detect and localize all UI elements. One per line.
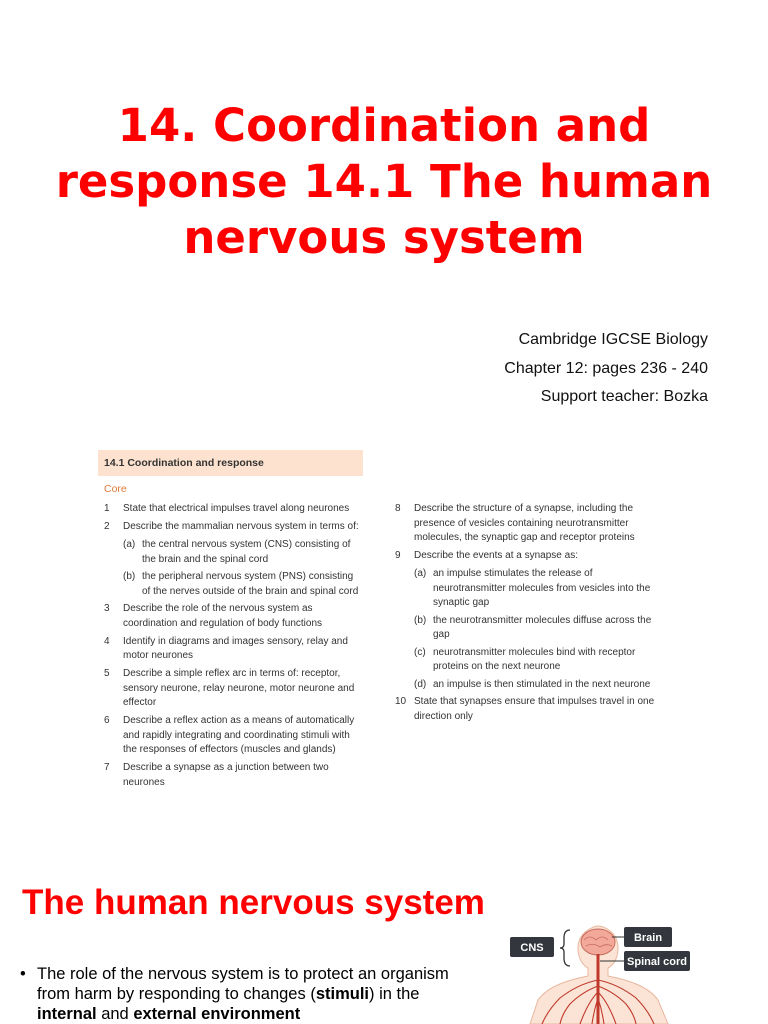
syllabus-item-text: Describe the mammalian nervous system in terms of: [123, 521, 359, 532]
syllabus-subitem-text: the peripheral nervous system (PNS) consisting of the nerves outside of the brain and spinal cord [142, 571, 359, 597]
syllabus-subitem-text: an impulse stimulates the release of neurotransmitter molecules from vesicles into the synaptic gap [433, 568, 651, 608]
syllabus-subitem [414, 678, 665, 693]
syllabus-subitem-label: (b) [123, 571, 136, 582]
syllabus-item-number: 8 [395, 503, 401, 514]
cns-bracket [560, 930, 570, 966]
syllabus-subitem [414, 646, 665, 675]
spinal-cord-label: Spinal cord [627, 956, 687, 968]
course-name: Cambridge IGCSE Biology [518, 331, 708, 348]
syllabus-subitem-text: the central nervous system (CNS) consisting of the brain and the spinal cord [142, 539, 351, 565]
syllabus-item-text: Describe the role of the nervous system as coordination and regulation of body functions [123, 603, 323, 629]
brain-shape [581, 929, 615, 955]
syllabus-item [104, 502, 359, 517]
syllabus-item-number: 2 [104, 521, 110, 532]
syllabus-item-text: Describe the events at a synapse as: [414, 550, 578, 561]
syllabus-item [104, 761, 359, 790]
syllabus-item-number: 1 [104, 503, 110, 514]
bullet-item [20, 964, 480, 1024]
syllabus-item-number: 7 [104, 762, 110, 773]
syllabus-subitem [123, 570, 359, 599]
cns-label: CNS [520, 942, 544, 954]
syllabus-subitem-text: the neurotransmitter molecules diffuse across the gap [433, 614, 652, 640]
syllabus-item-number: 6 [104, 715, 110, 726]
syllabus-item [104, 667, 359, 711]
support-teacher: Support teacher: Bozka [540, 388, 708, 405]
syllabus-item-number: 10 [395, 696, 407, 707]
syllabus-item [395, 549, 665, 564]
syllabus-subitem-text: neurotransmitter molecules bind with receptor proteins on the next neurone [433, 646, 636, 672]
syllabus-item [395, 695, 665, 724]
syllabus-column-left [104, 502, 359, 794]
bullet-text-part: ) in the [369, 985, 420, 1003]
syllabus-subitem-label: (d) [414, 678, 427, 690]
syllabus-heading: 14.1 Coordination and response [98, 450, 363, 476]
syllabus-item-text: State that electrical impulses travel along neurones [123, 503, 350, 514]
bullet-bold-internal: internal [37, 1005, 97, 1023]
syllabus-item [395, 502, 665, 546]
bullet-text [37, 964, 480, 1024]
syllabus-subitem-text: an impulse is then stimulated in the next neurone [433, 678, 651, 690]
syllabus-subitem [123, 538, 359, 567]
section-title: The human nervous system [22, 883, 485, 922]
bullet-text-part: The role of the nervous system is to protect an organism from harm by responding to changes ( [37, 965, 449, 1003]
syllabus-subitem [414, 614, 665, 643]
syllabus-item-number: 5 [104, 668, 110, 679]
bullet-bold-external: external environment [133, 1005, 301, 1023]
slide-meta [504, 326, 708, 412]
syllabus-item [104, 714, 359, 758]
syllabus-item-text: Identify in diagrams and images sensory, relay and motor neurones [123, 635, 348, 661]
syllabus-image [98, 450, 668, 860]
nervous-system-figure [508, 922, 708, 1024]
bullet-icon: • [20, 965, 26, 983]
syllabus-subitem [414, 567, 665, 611]
syllabus-item-number: 3 [104, 603, 110, 614]
syllabus-section: Core [104, 483, 127, 495]
syllabus-column-right [395, 502, 665, 728]
syllabus-item-text: Describe a synapse as a junction between two neurones [123, 762, 329, 788]
syllabus-item-text: State that synapses ensure that impulses travel in one direction only [414, 696, 655, 722]
syllabus-item-text: Describe a simple reflex arc in terms of: receptor, sensory neurone, relay neurone, motor neurone and effector [123, 668, 355, 708]
slide-title: 14. Coordination and response 14.1 The human nervous system [55, 99, 713, 264]
syllabus-item-number: 4 [104, 635, 110, 647]
syllabus-item [104, 520, 359, 535]
brain-label: Brain [633, 932, 663, 944]
syllabus-subitem-label: (a) [123, 539, 136, 550]
syllabus-item [104, 635, 359, 664]
bullet-text-part: and [96, 1005, 134, 1023]
syllabus-subitem-label: (b) [414, 614, 427, 626]
chapter-pages: Chapter 12: pages 236 - 240 [504, 359, 708, 377]
syllabus-subitem-label: (a) [414, 568, 427, 579]
bullet-bold-stimuli: stimuli [315, 985, 369, 1003]
syllabus-item [104, 602, 359, 631]
syllabus-subitem-label: (c) [414, 646, 426, 658]
syllabus-item-number: 9 [395, 550, 401, 561]
syllabus-item-text: Describe a reflex action as a means of automatically and rapidly integrating and coordinating stimuli with the responses of effectors (muscles and glands) [123, 715, 355, 755]
syllabus-item-text: Describe the structure of a synapse, including the presence of vesicles containing neurotransmitter molecules, the synaptic gap and receptor proteins [414, 503, 635, 543]
